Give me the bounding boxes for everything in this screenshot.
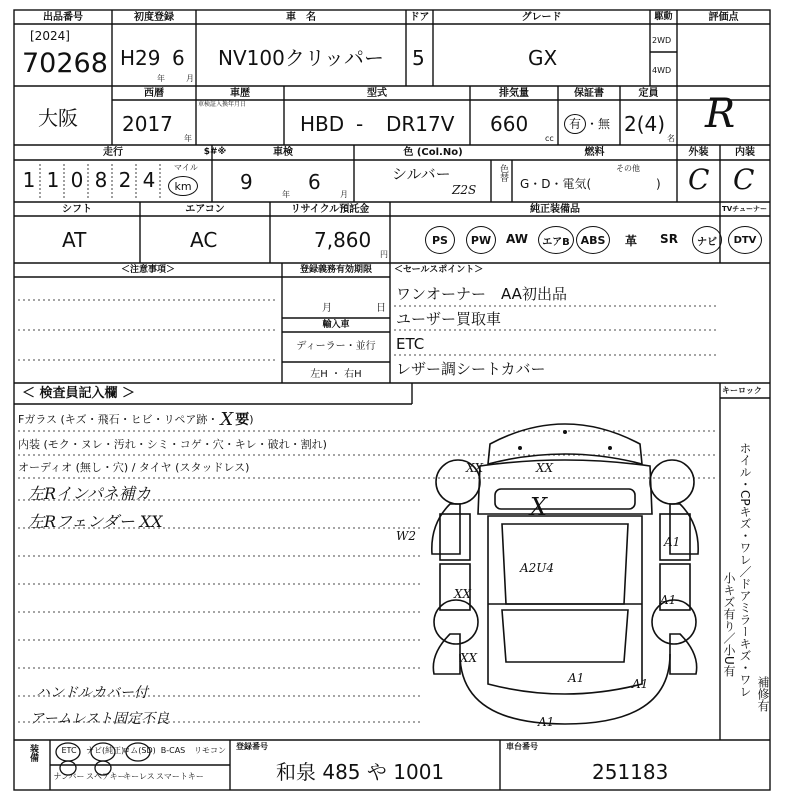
warranty-separator: ・ [586, 117, 599, 131]
drive-label: 駆動 [654, 12, 673, 22]
first-registration-era: H29 [120, 46, 161, 70]
fuel-label: 燃料 [584, 147, 605, 158]
cc-label: 排気量 [499, 88, 529, 99]
shift-value: AT [62, 228, 87, 252]
warranty-label: 保証書 [574, 88, 604, 99]
mark-roof: A2U4 [520, 561, 555, 575]
mileage-label: 走行 [103, 147, 123, 158]
sales-point: ETC [396, 335, 425, 353]
windshield-line [18, 409, 254, 430]
exterior-value: C [688, 163, 710, 196]
handwritten-note: 左Rフェンダー XX [28, 512, 163, 531]
type-label: 型式 [367, 88, 387, 99]
sharp-label: $#※ [203, 147, 227, 157]
mark-rear-door: A1 [660, 593, 677, 607]
model-name: NV100クリッパー [218, 46, 385, 70]
mark-bottom: A1 [538, 715, 555, 729]
equipment-sr: SR [660, 232, 678, 246]
registration-month-unit: 月 [322, 303, 332, 314]
side-note-small: 小キズ有り／小U有 [722, 572, 736, 677]
fuel-close: ) [656, 177, 661, 191]
footer-item: キーレス [123, 772, 155, 781]
type-code: DR17V [386, 112, 455, 136]
footer-equipment-label: 装備 [28, 744, 38, 762]
sales-point: ワンオーナー AA初出品 [396, 285, 567, 303]
first-registration-label: 初度登録 [134, 12, 174, 23]
mark-rear-left-corner: XX [460, 651, 478, 665]
warranty-no: 無 [598, 117, 611, 131]
chassis-number: 251183 [592, 760, 669, 784]
footer-item: スマートキー [156, 772, 204, 781]
km-label: km [168, 176, 198, 196]
mileage-digit: 8 [94, 168, 108, 192]
color-label: 色 (Col.No) [403, 147, 463, 158]
handwritten-note: ハンドルカバー付 [36, 685, 148, 701]
cc-value: 660 [490, 112, 529, 136]
year-unit-2: 年 [184, 134, 192, 143]
mileage-digit: 0 [70, 168, 84, 192]
equipment-ps: PS [425, 226, 455, 254]
equipment-pw: PW [466, 226, 496, 254]
doors-value: 5 [412, 46, 425, 70]
mark-door-right: A1 [664, 535, 681, 549]
chassis-label: 車台番号 [506, 742, 538, 751]
capacity-label: 定員 [638, 88, 659, 99]
windshield-note: 要 [235, 412, 250, 428]
sales-point: レザー調シートカバー [396, 360, 546, 378]
mark-rear-bumper: A1 [568, 671, 585, 685]
equipment-dtv: DTV [728, 226, 762, 254]
interior-value: C [733, 163, 755, 196]
type-dash: - [356, 112, 364, 136]
mileage-digit: 1 [22, 168, 36, 192]
tv-tuner-label: TVチューナー [722, 205, 767, 213]
inspection-month-unit: 月 [340, 190, 348, 199]
mark-windshield: X [530, 493, 548, 521]
footer-item: ETC [61, 746, 77, 755]
footer-item: スペアキー [86, 772, 126, 781]
shift-label: シフト [62, 204, 92, 215]
history-label: 車歴 [230, 88, 250, 99]
recycle-label: リサイクル預託金 [290, 204, 370, 215]
drive-4wd: 4WD [652, 66, 672, 75]
footer-item: リモコン [194, 746, 226, 755]
steering-side: 左H ・ 右H [310, 369, 362, 380]
mile-label: マイル [174, 163, 198, 172]
doors-label: ドア [409, 12, 430, 23]
color-value: シルバー [392, 165, 451, 183]
windshield-mark: X [220, 409, 234, 430]
equipment-navi: ナビ [692, 226, 722, 254]
inspection-year: 9 [240, 170, 253, 194]
recycle-value: 7,860 [314, 228, 372, 252]
import-label: 輸入車 [322, 320, 350, 330]
sales-point: ユーザー買取車 [396, 310, 502, 328]
type-prefix: HBD [300, 112, 345, 136]
lot-number-label: 出品番号 [43, 12, 83, 23]
capacity-value: 2(4) [624, 112, 666, 136]
mark-front-left: XX [466, 461, 484, 475]
equipment-label: 純正装備品 [530, 204, 580, 215]
fuel-other: その他 [616, 164, 640, 173]
capacity-unit: 名 [667, 134, 675, 143]
registration-day-unit: 日 [376, 303, 386, 314]
model-label: 車 名 [286, 12, 316, 23]
registration-expiry-label: 登録義務有効期限 [299, 265, 372, 275]
side-note-wheel: ホイル・CPキズ・ワレ／ドアミラーキズ・ワレ [738, 442, 752, 698]
inspection-month: 6 [308, 170, 321, 194]
equipment-aw: AW [506, 232, 528, 246]
rating-value: R [705, 91, 736, 137]
interior-label: 内装 [735, 147, 755, 158]
mileage-digit: 4 [142, 168, 156, 192]
mark-hood-side: W2 [396, 529, 416, 543]
warranty-options [564, 114, 610, 134]
footer-item: ロム(SD) [122, 746, 156, 755]
sales-points-label: ＜セールスポイント＞ [394, 265, 484, 275]
import-dealer: ディーラー・並行 [296, 341, 376, 352]
first-registration-month: 6 [172, 46, 185, 70]
month-unit: 月 [186, 74, 194, 83]
location: 大阪 [38, 106, 78, 130]
registration-number: 和泉 485 や 1001 [276, 760, 445, 784]
ac-value: AC [190, 228, 218, 252]
year-label: 西暦 [144, 88, 164, 99]
cc-unit: cc [545, 134, 554, 143]
mark-rear-right: A1 [632, 677, 649, 691]
rating-label: 評価点 [708, 12, 739, 23]
side-note-repair: 補修有 [756, 676, 770, 712]
mileage-digit: 2 [118, 168, 132, 192]
interior-line: 内装 (モク・ヌレ・汚れ・シミ・コゲ・穴・キレ・破れ・割れ) [18, 438, 327, 451]
fuel-options: G・D・電気( [520, 177, 592, 191]
equipment-leather: 革 [624, 234, 637, 248]
color-code: Z2S [452, 183, 477, 197]
ac-label: エアコン [185, 204, 225, 215]
footer-item: B-CAS [160, 746, 186, 755]
handwritten-note: アームレスト固定不良 [30, 711, 170, 727]
year-value: 2017 [122, 112, 173, 136]
year-tag: [2024] [30, 29, 70, 43]
drive-2wd: 2WD [652, 36, 672, 45]
inspection-year-unit: 年 [282, 190, 290, 199]
caution-label: ＜注意事項＞ [120, 265, 175, 275]
inspection-label: 車検 [273, 147, 293, 158]
mark-front-center: XX [536, 461, 554, 475]
equipment-abs: ABS [576, 226, 610, 254]
history-note: 車検証入換年月日 [198, 101, 247, 108]
equipment-airbag: エアB [538, 226, 574, 254]
footer-item: ナビ(純正) [86, 746, 125, 755]
exterior-label: 外装 [688, 147, 709, 158]
handwritten-note: 左Rインパネ補カ [28, 484, 151, 503]
grade-value: GX [528, 46, 558, 70]
audio-tire-line: オーディオ (無し・穴) / タイヤ (スタッドレス) [18, 461, 250, 474]
recycle-unit: 円 [380, 250, 388, 259]
footer-item: ナンバー [53, 772, 85, 781]
inspection-title: ＜ 検査員記入欄 ＞ [22, 386, 136, 401]
lot-number: 70268 [22, 48, 108, 79]
windshield-close: ) [249, 413, 254, 426]
year-unit: 年 [157, 74, 165, 83]
grade-label: グレード [521, 12, 562, 23]
windshield-text: Fガラス (キズ・飛石・ヒビ・リペア跡・ [18, 413, 219, 426]
key-lock-label: キーロック [722, 386, 762, 395]
color-change-label: 色替 [498, 164, 508, 182]
registration-label: 登録番号 [236, 742, 268, 751]
warranty-yes: 有 [564, 114, 586, 134]
car-diagram [420, 404, 710, 740]
mark-rear-left: XX [454, 587, 472, 601]
mileage-digit: 1 [46, 168, 60, 192]
footer-circles [48, 740, 204, 790]
